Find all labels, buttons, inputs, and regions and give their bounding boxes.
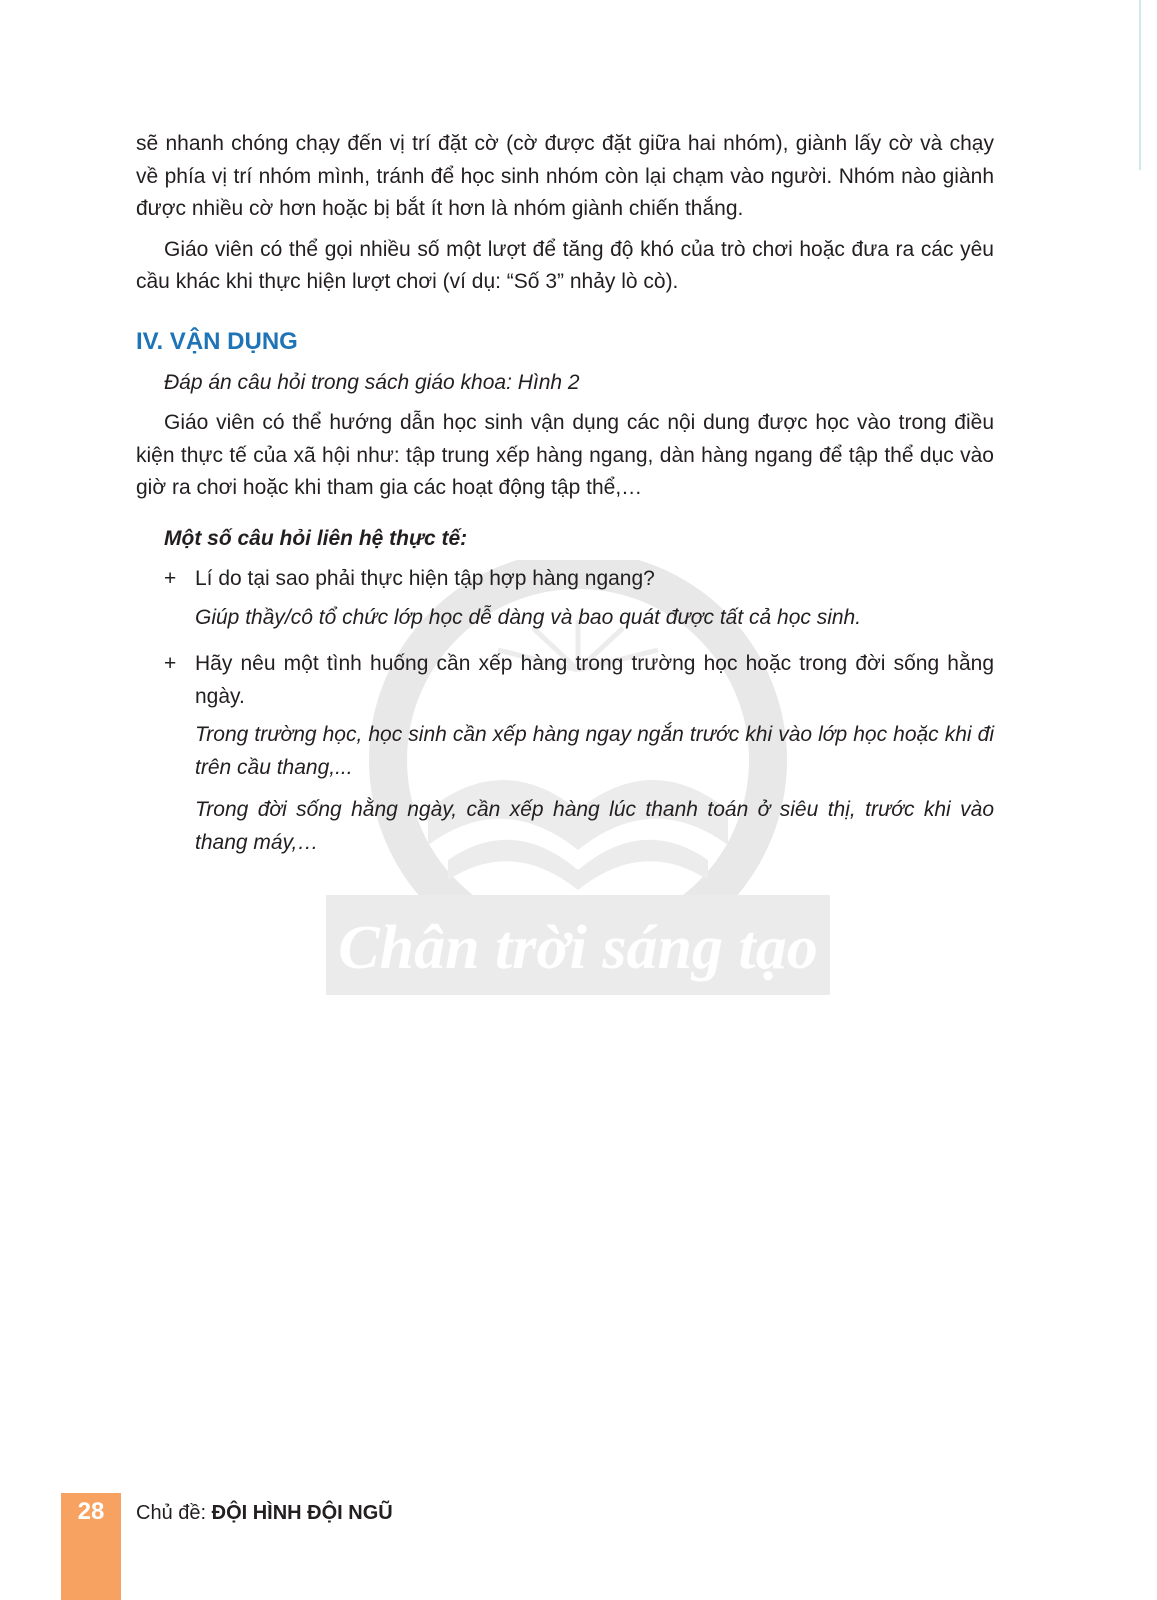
questions-title: Một số câu hỏi liên hệ thực tế: <box>164 526 468 550</box>
question-item <box>136 648 994 713</box>
footer-topic-line <box>136 1502 393 1525</box>
page-content <box>136 128 994 859</box>
body-paragraph-2: Giáo viên có thể gọi nhiều số một lượt để tăng độ khó của trò chơi hoặc đưa ra các yêu cầu khác khi thực hiện lượt chơi (ví dụ: “Số 3” nhảy lò cò). <box>136 237 994 293</box>
question-text: Hãy nêu một tình huống cần xếp hàng trong trường học hoặc trong đời sống hằng ngày. <box>195 652 994 708</box>
page-number: 28 <box>77 1498 105 1525</box>
question-answer: Trong đời sống hằng ngày, cần xếp hàng lúc thanh toán ở siêu thị, trước khi vào thang máy,… <box>195 798 994 854</box>
footer-label: Chủ đề: <box>136 1502 207 1524</box>
bullet-marker: + <box>164 652 177 675</box>
body-paragraph-1: sẽ nhanh chóng chạy đến vị trí đặt cờ (cờ được đặt giữa hai nhóm), giành lấy cờ và chạy về phía vị trí nhóm mình, tránh để học sinh nhóm còn lại chạm vào người. Nhóm nào giành được nhiều cờ hơn hoặc bị bắt ít hơn là nhóm giành chiến thắng. <box>136 132 994 220</box>
bullet-marker: + <box>164 567 177 590</box>
answer-source: Đáp án câu hỏi trong sách giáo khoa: Hình 2 <box>164 370 580 394</box>
question-answer: Trong trường học, học sinh cần xếp hàng ngay ngắn trước khi vào lớp học hoặc khi đi trên cầu thang,... <box>195 723 994 779</box>
watermark-text: Chân trời sáng tạo <box>338 914 818 982</box>
question-text: Lí do tại sao phải thực hiện tập hợp hàng ngang? <box>195 567 655 590</box>
section-heading: IV. VẬN DỤNG <box>136 327 298 355</box>
section-paragraph: Giáo viên có thể hướng dẫn học sinh vận dụng các nội dung được học vào trong điều kiện thực tế của xã hội như: tập trung xếp hàng ngang, dàn hàng ngang để tập thể dục vào giờ ra chơi hoặc khi tham gia các hoạt động tập thể,… <box>136 411 994 499</box>
question-item <box>136 563 994 596</box>
question-answer: Giúp thầy/cô tổ chức lớp học dễ dàng và bao quát được tất cả học sinh. <box>195 605 862 629</box>
page-edge-line <box>1139 0 1141 170</box>
footer-topic: ĐỘI HÌNH ĐỘI NGŨ <box>211 1502 393 1524</box>
